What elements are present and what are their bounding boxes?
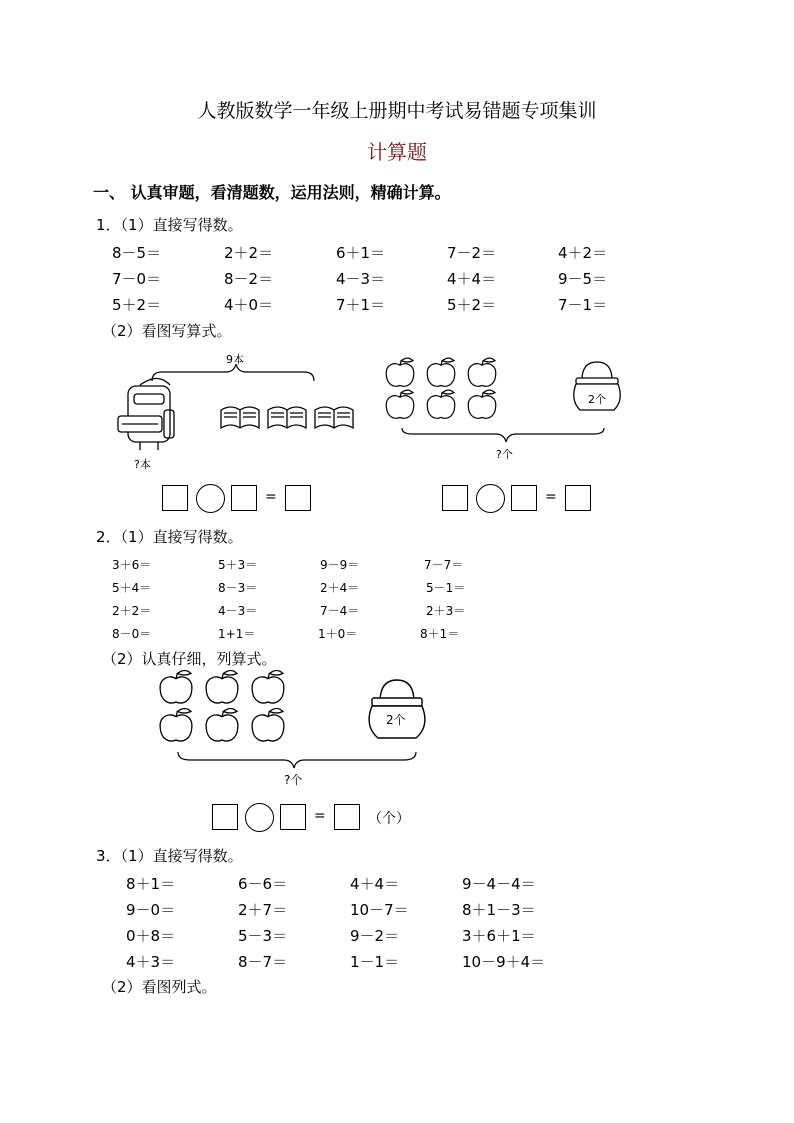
total-apples-label: ?个 bbox=[284, 773, 303, 787]
equation: 7－2＝ bbox=[447, 244, 497, 262]
apple-group bbox=[160, 671, 284, 741]
equation: 7－7＝ bbox=[424, 558, 464, 572]
equation: 7－1＝ bbox=[558, 296, 608, 314]
equation: 4－3＝ bbox=[336, 270, 386, 288]
equation: 2＋7＝ bbox=[238, 901, 288, 919]
equation: 4＋2＝ bbox=[558, 244, 608, 262]
equation: 8－0＝ bbox=[112, 627, 152, 641]
equation: 7－4＝ bbox=[320, 604, 360, 618]
total-apples-label: ?个 bbox=[496, 448, 513, 461]
apple-icon bbox=[160, 671, 192, 703]
question-3-part-2-label: （2）看图列式。 bbox=[102, 978, 217, 996]
answer-box[interactable] bbox=[334, 804, 360, 830]
equation: 9－9＝ bbox=[320, 558, 360, 572]
equation: 5－3＝ bbox=[238, 927, 288, 945]
equation: 5－1＝ bbox=[426, 581, 466, 595]
equation: 0＋8＝ bbox=[126, 927, 176, 945]
equation: 3＋6＝ bbox=[112, 558, 152, 572]
question-2-label: 2．（1）直接写得数。 bbox=[96, 528, 243, 546]
equation: 8－2＝ bbox=[224, 270, 274, 288]
equation: 4－3＝ bbox=[218, 604, 258, 618]
equation: 2＋2＝ bbox=[112, 604, 152, 618]
equation: 10－7＝ bbox=[350, 901, 409, 919]
basket-count-label: 2个 bbox=[386, 713, 406, 727]
equation: 5＋4＝ bbox=[112, 581, 152, 595]
equation: 10－9＋4＝ bbox=[462, 953, 546, 971]
apple-icon bbox=[252, 671, 284, 703]
document-title: 人教版数学一年级上册期中考试易错题专项集训 bbox=[197, 100, 597, 122]
equation: 8－5＝ bbox=[112, 244, 162, 262]
equation: 9－4－4＝ bbox=[462, 875, 536, 893]
equation: 9－5＝ bbox=[558, 270, 608, 288]
equation: 1－1＝ bbox=[350, 953, 400, 971]
equation: 5＋2＝ bbox=[112, 296, 162, 314]
document-subtitle: 计算题 bbox=[367, 140, 427, 164]
basket-count-label: 2个 bbox=[588, 393, 606, 406]
answer-box[interactable] bbox=[212, 804, 238, 830]
equation: 4＋3＝ bbox=[126, 953, 176, 971]
equation: 8＋1＝ bbox=[420, 627, 460, 641]
equation: 2＋3＝ bbox=[426, 604, 466, 618]
total-books-label: 9本 bbox=[226, 353, 244, 366]
equation: 3＋6＋1＝ bbox=[462, 927, 536, 945]
equation: 1+1＝ bbox=[218, 627, 256, 641]
equation: 7＋1＝ bbox=[336, 296, 386, 314]
apple-icon bbox=[206, 671, 238, 703]
equals-sign: = bbox=[265, 489, 277, 505]
bag-books-label: ?本 bbox=[134, 458, 151, 471]
apple-icon bbox=[252, 709, 284, 741]
question-1-label: 1．（1）直接写得数。 bbox=[96, 216, 243, 234]
apple-icon bbox=[160, 709, 192, 741]
equation: 4＋4＝ bbox=[350, 875, 400, 893]
equals-sign: = bbox=[314, 808, 326, 824]
apple-icon bbox=[206, 709, 238, 741]
question-3-label: 3．（1）直接写得数。 bbox=[96, 847, 243, 865]
equation: 2＋2＝ bbox=[224, 244, 274, 262]
question-2-part-2-label: （2）认真仔细，列算式。 bbox=[102, 650, 277, 668]
equation: 2＋4＝ bbox=[320, 581, 360, 595]
equation: 8＋1－3＝ bbox=[462, 901, 536, 919]
equation: 4＋4＝ bbox=[447, 270, 497, 288]
equation: 8－7＝ bbox=[238, 953, 288, 971]
equation: 5＋3＝ bbox=[218, 558, 258, 572]
equals-sign: = bbox=[545, 489, 557, 505]
equation: 8＋1＝ bbox=[126, 875, 176, 893]
equation: 1＋0＝ bbox=[318, 627, 358, 641]
equation: 9－2＝ bbox=[350, 927, 400, 945]
basket-icon bbox=[369, 680, 425, 738]
answer-box[interactable] bbox=[280, 804, 306, 830]
equation: 8－3＝ bbox=[218, 581, 258, 595]
equation: 6＋1＝ bbox=[336, 244, 386, 262]
section-heading: 一、 认真审题，看清题数，运用法则，精确计算。 bbox=[93, 183, 451, 202]
equation: 7－0＝ bbox=[112, 270, 162, 288]
brace-icon bbox=[178, 752, 416, 768]
operator-circle[interactable] bbox=[245, 803, 274, 832]
equation: 4＋0＝ bbox=[224, 296, 274, 314]
equation: 6－6＝ bbox=[238, 875, 288, 893]
unit-label: （个） bbox=[368, 811, 410, 827]
equation: 9－0＝ bbox=[126, 901, 176, 919]
equation: 5＋2＝ bbox=[447, 296, 497, 314]
question-1-part-2-label: （2）看图写算式。 bbox=[102, 322, 232, 340]
